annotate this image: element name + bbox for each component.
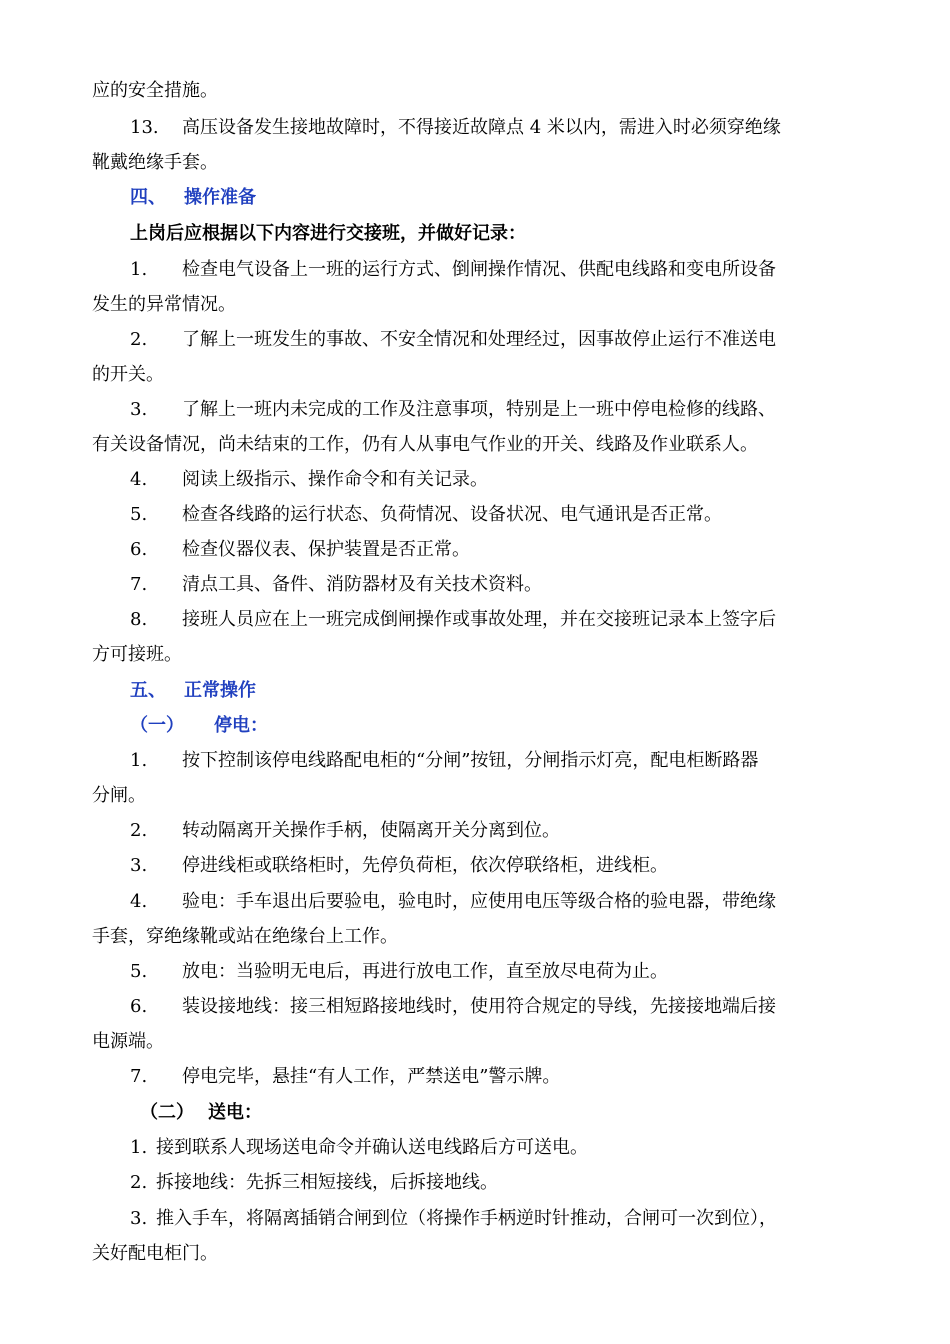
list-text: 验电：手车退出后要验电，验电时，应使用电压等级合格的验电器，带绝缘: [182, 891, 776, 912]
subsection-title: 停电：: [214, 715, 268, 736]
subsection-number: （二）: [140, 1102, 194, 1123]
list-item: [130, 537, 470, 563]
section-heading-5: [130, 678, 256, 704]
list-text: 检查仪器仪表、保护装置是否正常。: [182, 539, 470, 560]
list-item: [130, 959, 668, 985]
list-number: 3.: [130, 855, 148, 876]
list-item: [130, 257, 776, 283]
list-item-cont: 关好配电柜门。: [92, 1243, 218, 1264]
list-text: 转动隔离开关操作手柄，使隔离开关分离到位。: [182, 820, 560, 841]
list-item-cont: 电源端。: [92, 1031, 164, 1052]
list-number: 5.: [130, 504, 148, 525]
list-text: 阅读上级指示、操作命令和有关记录。: [182, 469, 488, 490]
list-item: [130, 1135, 588, 1161]
list-item: [130, 1170, 498, 1196]
list-item: [130, 1064, 560, 1090]
list-text: 检查各线路的运行状态、负荷情况、设备状况、电气通讯是否正常。: [182, 504, 722, 525]
list-number: 8.: [130, 609, 148, 630]
list-number: 7.: [130, 1066, 148, 1087]
list-text: 接班人员应在上一班完成倒闸操作或事故处理，并在交接班记录本上签字后: [182, 609, 776, 630]
list-item-cont: 分闸。: [92, 785, 146, 806]
subsection-number: （一）: [130, 715, 184, 736]
list-item: [130, 1206, 777, 1232]
list-item-cont: 的开关。: [92, 364, 164, 385]
list-text: 清点工具、备件、消防器材及有关技术资料。: [182, 574, 542, 595]
subsection-heading-1: [130, 713, 268, 739]
list-item: [130, 327, 776, 353]
list-number: 3.: [130, 399, 148, 420]
section-number: 五、: [130, 680, 166, 701]
list-item: [130, 853, 668, 879]
list-text: 停进线柜或联络柜时，先停负荷柜，依次停联络柜，进线柜。: [182, 855, 668, 876]
list-number: 4.: [130, 891, 148, 912]
list-item: [130, 502, 722, 528]
list-text: 按下控制该停电线路配电柜的“分闸”按钮，分闸指示灯亮，配电柜断路器: [182, 750, 759, 771]
list-item: [130, 607, 776, 633]
list-number: 5.: [130, 961, 148, 982]
section-lead: 上岗后应根据以下内容进行交接班，并做好记录：: [130, 223, 526, 244]
list-text: 检查电气设备上一班的运行方式、倒闸操作情况、供配电线路和变电所设备: [182, 259, 776, 280]
list-item-13-cont: 靴戴绝缘手套。: [92, 152, 218, 173]
section-number: 四、: [130, 187, 166, 208]
list-item: [130, 889, 776, 915]
list-number: 1.: [130, 259, 148, 280]
list-item-cont: 有关设备情况，尚未结束的工作，仍有人从事电气作业的开关、线路及作业联系人。: [92, 434, 758, 455]
list-number: 6.: [130, 539, 148, 560]
list-number: 1.: [130, 750, 148, 771]
list-item-cont: 方可接班。: [92, 644, 182, 665]
list-text: 推入手车，将隔离插销合闸到位（将操作手柄逆时针推动，合闸可一次到位），: [156, 1208, 777, 1229]
list-text: 放电：当验明无电后，再进行放电工作，直至放尽电荷为止。: [182, 961, 668, 982]
list-item-13: [130, 115, 781, 141]
paragraph-tail: 应的安全措施。: [92, 80, 218, 101]
list-item: [130, 467, 488, 493]
list-text: 装设接地线：接三相短路接地线时，使用符合规定的导线，先接接地端后接: [182, 996, 776, 1017]
list-item: [130, 818, 560, 844]
list-number: 3.: [130, 1208, 148, 1229]
list-text: 高压设备发生接地故障时，不得接近故障点 4 米以内，需进入时必须穿绝缘: [182, 117, 781, 138]
list-item: [130, 572, 542, 598]
list-item: [130, 397, 776, 423]
list-item-cont: 发生的异常情况。: [92, 294, 236, 315]
list-text: 了解上一班内未完成的工作及注意事项，特别是上一班中停电检修的线路、: [182, 399, 776, 420]
list-text: 了解上一班发生的事故、不安全情况和处理经过，因事故停止运行不准送电: [182, 329, 776, 350]
subsection-title: 送电：: [208, 1102, 262, 1123]
list-item: [130, 994, 776, 1020]
list-number: 1.: [130, 1137, 148, 1158]
section-title: 正常操作: [184, 680, 256, 701]
list-text: 接到联系人现场送电命令并确认送电线路后方可送电。: [156, 1137, 588, 1158]
list-number: 7.: [130, 574, 148, 595]
list-number: 13.: [130, 117, 159, 138]
list-number: 2.: [130, 329, 148, 350]
list-item-cont: 手套，穿绝缘靴或站在绝缘台上工作。: [92, 926, 398, 947]
list-text: 拆接地线：先拆三相短接线，后拆接地线。: [156, 1172, 498, 1193]
list-number: 6.: [130, 996, 148, 1017]
list-number: 2.: [130, 820, 148, 841]
section-title: 操作准备: [184, 187, 256, 208]
subsection-heading-2: [140, 1100, 262, 1126]
list-item: [130, 748, 758, 774]
list-number: 2.: [130, 1172, 148, 1193]
section-heading-4: [130, 185, 256, 211]
list-text: 停电完毕，悬挂“有人工作，严禁送电”警示牌。: [182, 1066, 561, 1087]
list-number: 4.: [130, 469, 148, 490]
